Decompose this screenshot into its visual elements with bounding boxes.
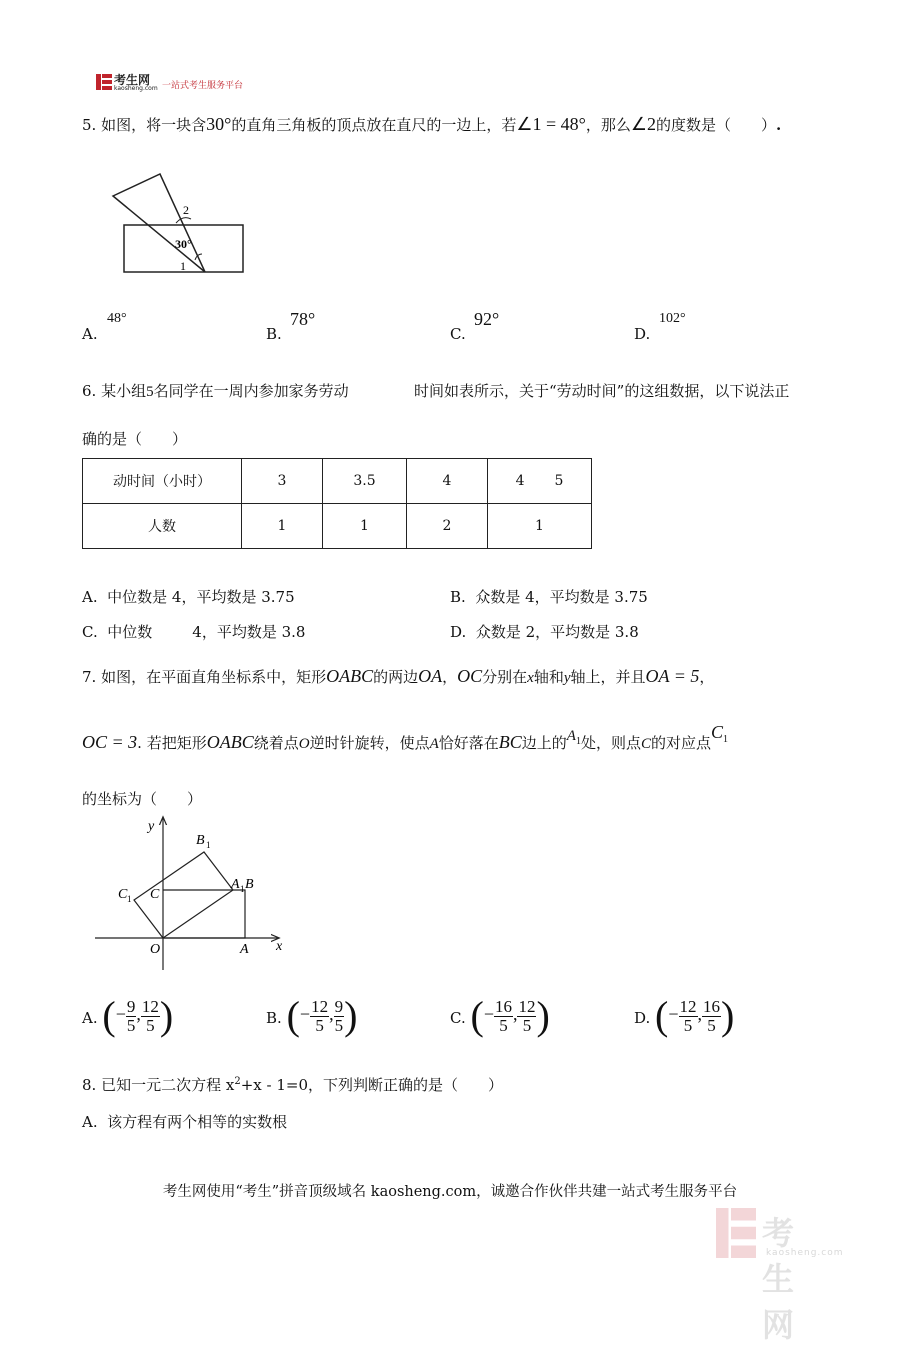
- label-2: 2: [183, 203, 189, 217]
- svg-text:C: C: [150, 887, 160, 902]
- q6-option-a[interactable]: A. 中位数是 4，平均数是 3.75: [82, 588, 295, 606]
- table-cell: 1: [323, 504, 407, 549]
- q5-option-b[interactable]: B.: [266, 325, 282, 343]
- q5-option-b-value: 78°: [290, 309, 316, 329]
- kaosheng-watermark-icon: [716, 1208, 756, 1258]
- q7-option-d[interactable]: D. (− $\frac{12}{5}$ , $\frac{16}{5}$ ): [634, 993, 735, 1038]
- q7-option-a[interactable]: A. (− $\frac{9}{5}$ , $\frac{12}{5}$ ): [82, 993, 174, 1038]
- q7-figure-coordinate: [90, 812, 300, 972]
- table-cell: 1: [242, 504, 323, 549]
- svg-text:x: x: [276, 939, 283, 954]
- table-cell: 1: [488, 504, 592, 549]
- svg-text:1: 1: [127, 894, 132, 904]
- logo-slogan: 一站式考生服务平台: [162, 81, 244, 91]
- table-cell: 4 5: [488, 459, 592, 504]
- svg-text:y: y: [148, 819, 155, 834]
- q5-option-c-value: 92°: [474, 309, 500, 329]
- q5-option-c[interactable]: C.: [450, 325, 466, 343]
- q6-option-b[interactable]: B. 众数是 4，平均数是 3.75: [450, 588, 648, 606]
- q8-option-a[interactable]: A. 该方程有两个相等的实数根: [82, 1113, 288, 1131]
- svg-text:B: B: [245, 877, 254, 892]
- label-1: 1: [180, 259, 186, 273]
- question-6: 6. 某小组5名同学在一周内参加家务劳动: [82, 382, 349, 400]
- q5-option-d-value: 102°: [659, 311, 686, 326]
- table-cell: 3.5: [323, 459, 407, 504]
- question-number: 5.: [82, 116, 97, 134]
- svg-text:C: C: [118, 887, 128, 902]
- label-30: 30°: [175, 237, 192, 251]
- question-7-line2: OC = 3. 若把矩形OABC绕着点O逆时针旋转，使点A恰好落在BC边上的$A^1$处，则点C的对应点$C^1$: [82, 722, 729, 752]
- table-cell: 人数: [83, 504, 242, 549]
- logo-name: 考生网: [114, 73, 151, 87]
- watermark-domain: kaosheng.com: [766, 1248, 844, 1258]
- table-row: [83, 504, 592, 549]
- table-cell: 动时间（小时）: [83, 459, 242, 504]
- table-cell: 4: [407, 459, 488, 504]
- svg-text:1: 1: [240, 884, 245, 894]
- table-row: [83, 459, 592, 504]
- svg-text:O: O: [150, 942, 161, 957]
- svg-text:A: A: [231, 877, 240, 892]
- table-cell: 2: [407, 504, 488, 549]
- question-8: 8. 已知一元二次方程 $x^2+x - 1=0$，下列判断正确的是（ ）: [82, 1076, 503, 1094]
- question-7-line1: 7. 如图，在平面直角坐标系中，矩形OABC的两边OA，OC分别在x轴和y轴上，并且OA = 5，: [82, 666, 715, 686]
- svg-text:1: 1: [206, 840, 211, 850]
- q5-option-a-value: 48°: [107, 311, 127, 326]
- footer-text: 考生网使用“考生”拼音顶级域名 kaosheng.com，诚邀合作伙伴共建一站式考生服务平台: [162, 1184, 738, 1200]
- q5-option-d[interactable]: D.: [634, 325, 651, 343]
- question-5: 5. 如图，将一块含30°的直角三角板的顶点放在直尺的一边上，若∠1 = 48°，那么∠2的度数是（ ）.: [82, 114, 782, 134]
- q7-option-b[interactable]: B. (− $\frac{12}{5}$ , $\frac{9}{5}$ ): [266, 993, 358, 1038]
- svg-text:B: B: [196, 833, 205, 848]
- watermark: [716, 1208, 844, 1344]
- q5-figure-ruler-triangle: [105, 168, 255, 278]
- q7-option-c[interactable]: C. (− $\frac{16}{5}$ , $\frac{12}{5}$ ): [450, 993, 550, 1038]
- logo-domain: kaosheng.com: [114, 85, 158, 92]
- table-cell: 3: [242, 459, 323, 504]
- q5-option-a[interactable]: A.: [82, 325, 98, 343]
- labor-time-table: [82, 458, 592, 549]
- question-6-cont: 时间如表所示，关于“劳动时间”的这组数据，以下说法正: [414, 382, 790, 400]
- watermark-name: 考生网: [762, 1214, 795, 1344]
- kaosheng-logo-icon: [96, 74, 112, 90]
- question-6-line2: 确的是（ ）: [82, 430, 188, 448]
- question-7-line3: 的坐标为（ ）: [82, 790, 203, 808]
- q6-option-c[interactable]: C. 中位数 4，平均数是 3.8: [82, 623, 306, 641]
- q6-option-d[interactable]: D. 众数是 2，平均数是 3.8: [450, 623, 639, 641]
- svg-text:A: A: [240, 942, 249, 957]
